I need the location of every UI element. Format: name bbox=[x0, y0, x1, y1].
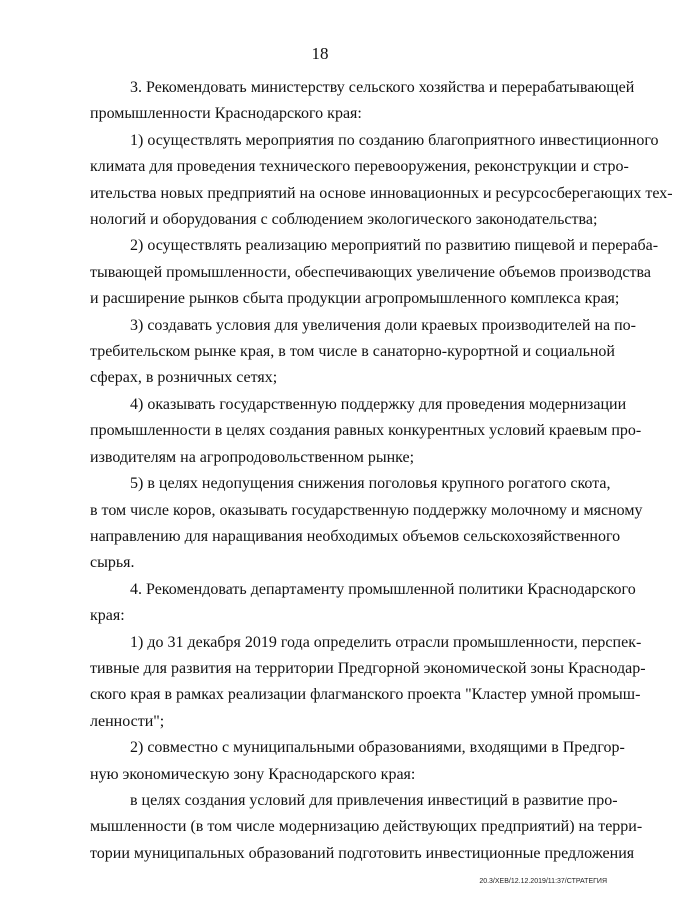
page-number: 18 bbox=[311, 44, 329, 63]
text-line: требительском рынке края, в том числе в санаторно-курортной и социальной bbox=[90, 343, 615, 361]
text-line: направлению для наращивания необходимых объемов сельскохозяйственного bbox=[90, 527, 621, 545]
document-footer-stamp: 20.3/ХЕВ/12.12.2019/11:37/СТРАТЕГИЯ bbox=[479, 878, 607, 885]
text-line: края: bbox=[90, 607, 125, 625]
text-line: 3. Рекомендовать министерству сельского хозяйства и перерабатывающей bbox=[130, 79, 635, 96]
text-line: мышленности (в том числе модернизацию действующих предприятий) на терри- bbox=[90, 818, 643, 836]
text-line: тивные для развития на территории Предгорной экономической зоны Краснодар- bbox=[90, 659, 646, 677]
text-line: ленности"; bbox=[90, 712, 165, 730]
text-line: в том числе коров, оказывать государственную поддержку молочному и мясному bbox=[90, 501, 643, 519]
text-line: 2) совместно с муниципальными образованиями, входящими в Предгор- bbox=[130, 739, 625, 757]
paragraph bbox=[90, 313, 636, 392]
paragraph bbox=[90, 233, 659, 312]
text-line: 4. Рекомендовать департаменту промышленной политики Краснодарского bbox=[130, 580, 636, 598]
text-line: ную экономическую зону Краснодарского края: bbox=[90, 765, 416, 783]
paragraph bbox=[90, 128, 673, 234]
text-line: нологий и оборудования с соблюдением экологического законодательства; bbox=[90, 211, 598, 229]
paragraph bbox=[90, 75, 635, 128]
text-line: 3) создавать условия для увеличения доли краевых производителей на по- bbox=[130, 316, 636, 334]
text-line: ского края в рамках реализации флагманского проекта "Кластер умной промыш- bbox=[90, 686, 641, 704]
paragraph bbox=[90, 788, 643, 867]
paragraph bbox=[90, 392, 642, 471]
paragraph bbox=[90, 630, 646, 736]
text-line: ительства новых предприятий на основе инновационных и ресурсосберегающих тех- bbox=[90, 184, 673, 202]
text-line: 4) оказывать государственную поддержку для проведения модернизации bbox=[130, 395, 627, 413]
text-line: 1) осуществлять мероприятия по созданию благоприятного инвестиционного bbox=[130, 131, 659, 149]
text-line: тывающей промышленности, обеспечивающих увеличение объемов производства bbox=[90, 263, 651, 281]
paragraph bbox=[90, 577, 636, 630]
text-line: промышленности в целях создания равных конкурентных условий краевым про- bbox=[90, 422, 642, 440]
document-body bbox=[90, 75, 673, 867]
text-line: 1) до 31 декабря 2019 года определить отрасли промышленности, перспек- bbox=[130, 633, 642, 651]
text-line: 2) осуществлять реализацию мероприятий по развитию пищевой и перераба- bbox=[130, 237, 659, 255]
text-line: сферах, в розничных сетях; bbox=[90, 369, 278, 387]
text-line: в целях создания условий для привлечения инвестиций в развитие про- bbox=[130, 791, 618, 809]
text-line: климата для проведения технического перевооружения, реконструкции и стро- bbox=[90, 158, 629, 176]
text-line: сырья. bbox=[90, 554, 135, 572]
paragraph bbox=[90, 735, 625, 788]
text-line: промышленности Краснодарского края: bbox=[90, 105, 362, 123]
text-line: 5) в целях недопущения снижения поголовья крупного рогатого скота, bbox=[130, 475, 611, 493]
paragraph bbox=[90, 471, 643, 577]
text-line: тории муниципальных образований подготовить инвестиционные предложения bbox=[90, 844, 635, 862]
text-line: изводителям на агропродовольственном рынке; bbox=[90, 448, 415, 466]
text-line: и расширение рынков сбыта продукции агропромышленного комплекса края; bbox=[90, 290, 620, 308]
